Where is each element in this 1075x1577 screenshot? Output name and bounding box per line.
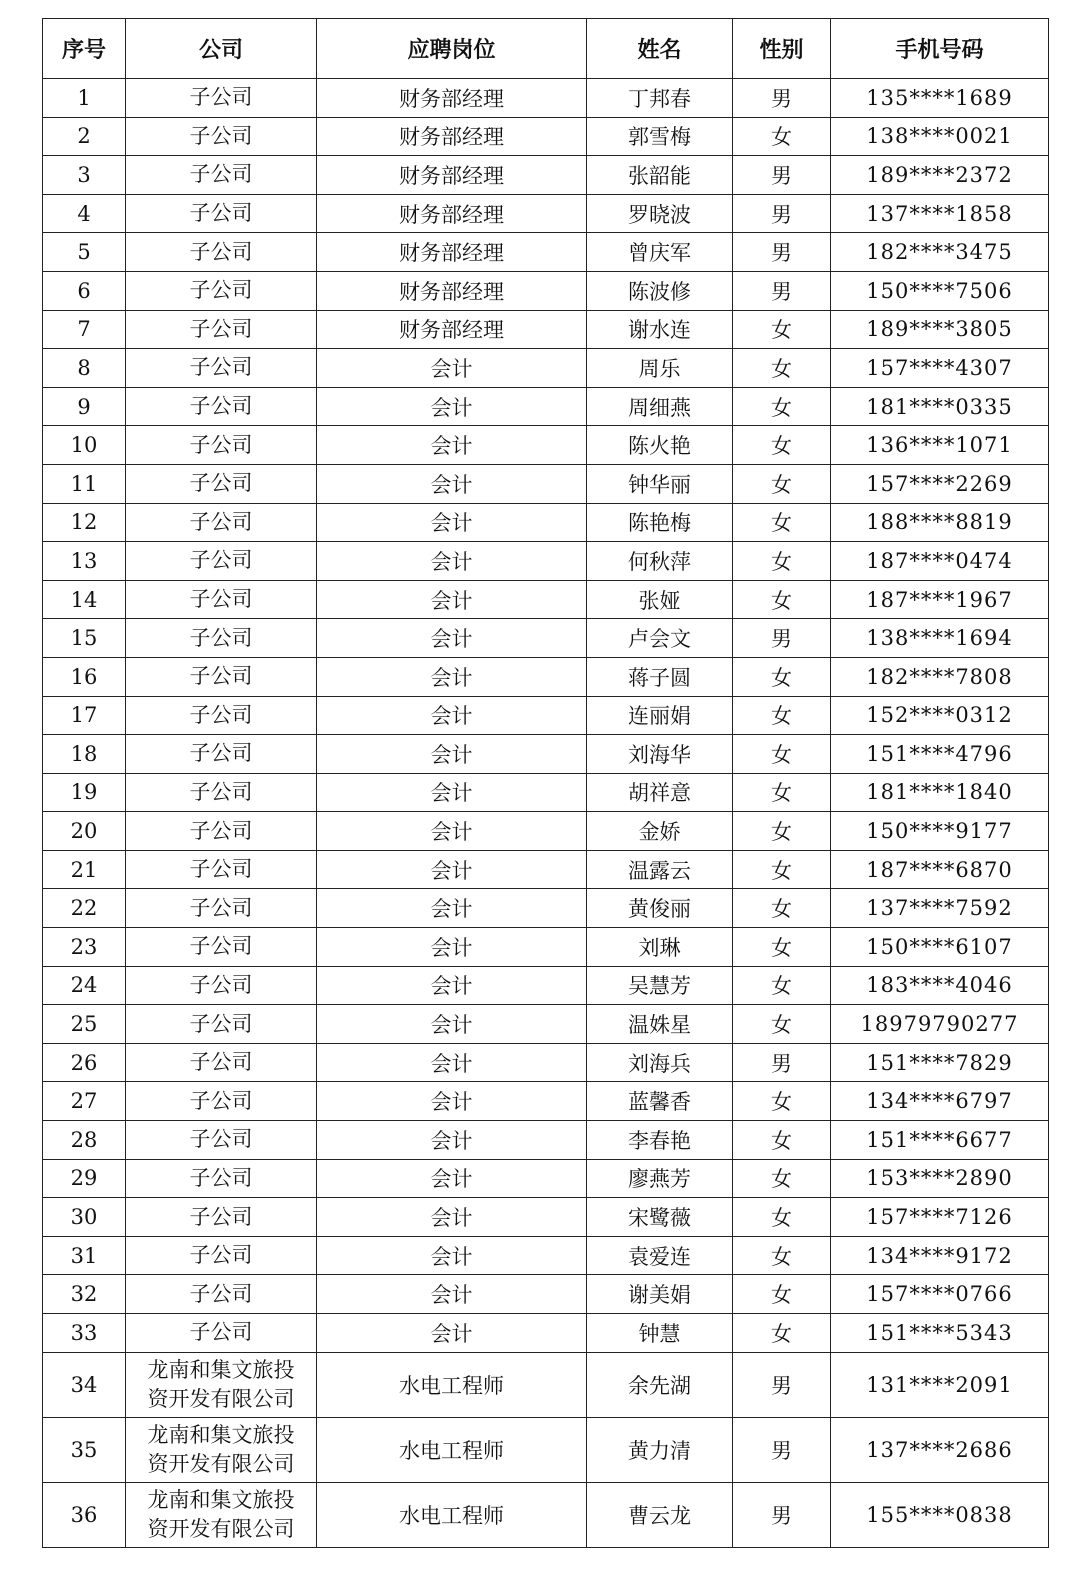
cell-index: 32 xyxy=(43,1275,126,1314)
cell-position: 会计 xyxy=(317,1275,587,1314)
cell-position: 会计 xyxy=(317,464,587,503)
header-company: 公司 xyxy=(126,19,317,79)
cell-phone: 137****2686 xyxy=(831,1417,1049,1482)
cell-name: 卢会文 xyxy=(587,619,733,658)
cell-company: 子公司 xyxy=(126,271,317,310)
cell-gender: 女 xyxy=(733,696,831,735)
cell-phone: 151****6677 xyxy=(831,1121,1049,1160)
cell-position: 水电工程师 xyxy=(317,1417,587,1482)
cell-name: 曾庆军 xyxy=(587,233,733,272)
table-row xyxy=(43,735,1049,774)
table-row xyxy=(43,194,1049,233)
cell-phone: 157****0766 xyxy=(831,1275,1049,1314)
cell-index: 33 xyxy=(43,1314,126,1353)
cell-gender: 男 xyxy=(733,194,831,233)
cell-company xyxy=(126,1352,317,1417)
cell-company: 子公司 xyxy=(126,619,317,658)
cell-index: 35 xyxy=(43,1417,126,1482)
header-phone: 手机号码 xyxy=(831,19,1049,79)
cell-index: 1 xyxy=(43,79,126,118)
table-row xyxy=(43,657,1049,696)
cell-gender: 女 xyxy=(733,542,831,581)
cell-index: 17 xyxy=(43,696,126,735)
cell-index: 18 xyxy=(43,735,126,774)
cell-position: 财务部经理 xyxy=(317,117,587,156)
cell-company: 子公司 xyxy=(126,1198,317,1237)
cell-phone: 157****4307 xyxy=(831,349,1049,388)
cell-company: 子公司 xyxy=(126,1159,317,1198)
cell-company: 子公司 xyxy=(126,1043,317,1082)
cell-name: 曹云龙 xyxy=(587,1482,733,1547)
cell-index: 10 xyxy=(43,426,126,465)
cell-name: 黄俊丽 xyxy=(587,889,733,928)
cell-position: 会计 xyxy=(317,735,587,774)
cell-position: 会计 xyxy=(317,426,587,465)
cell-company: 子公司 xyxy=(126,928,317,967)
cell-gender: 女 xyxy=(733,657,831,696)
cell-name: 何秋萍 xyxy=(587,542,733,581)
cell-name: 陈火艳 xyxy=(587,426,733,465)
cell-phone: 157****7126 xyxy=(831,1198,1049,1237)
table-header xyxy=(43,19,1049,79)
table-row xyxy=(43,426,1049,465)
cell-position: 会计 xyxy=(317,387,587,426)
cell-phone: 181****0335 xyxy=(831,387,1049,426)
table-row xyxy=(43,773,1049,812)
cell-name: 周细燕 xyxy=(587,387,733,426)
cell-index: 12 xyxy=(43,503,126,542)
cell-company: 子公司 xyxy=(126,349,317,388)
cell-position: 会计 xyxy=(317,349,587,388)
cell-gender: 男 xyxy=(733,1417,831,1482)
cell-gender: 男 xyxy=(733,1482,831,1547)
cell-name: 郭雪梅 xyxy=(587,117,733,156)
cell-phone: 182****7808 xyxy=(831,657,1049,696)
cell-gender: 女 xyxy=(733,1121,831,1160)
cell-name: 吴慧芳 xyxy=(587,966,733,1005)
cell-name: 蒋子圆 xyxy=(587,657,733,696)
cell-position: 水电工程师 xyxy=(317,1352,587,1417)
table-row xyxy=(43,387,1049,426)
table-row xyxy=(43,580,1049,619)
cell-phone: 152****0312 xyxy=(831,696,1049,735)
cell-gender: 女 xyxy=(733,580,831,619)
cell-name: 黄力清 xyxy=(587,1417,733,1482)
cell-name: 温露云 xyxy=(587,850,733,889)
header-row xyxy=(43,19,1049,79)
cell-position: 会计 xyxy=(317,696,587,735)
table-row xyxy=(43,233,1049,272)
cell-gender: 女 xyxy=(733,426,831,465)
cell-phone: 138****0021 xyxy=(831,117,1049,156)
cell-company: 子公司 xyxy=(126,464,317,503)
cell-name: 李春艳 xyxy=(587,1121,733,1160)
cell-phone: 157****2269 xyxy=(831,464,1049,503)
cell-index: 9 xyxy=(43,387,126,426)
cell-position: 会计 xyxy=(317,619,587,658)
cell-name: 刘琳 xyxy=(587,928,733,967)
cell-gender: 男 xyxy=(733,156,831,195)
cell-gender: 女 xyxy=(733,349,831,388)
cell-phone: 18979790277 xyxy=(831,1005,1049,1044)
cell-phone: 188****8819 xyxy=(831,503,1049,542)
cell-position: 财务部经理 xyxy=(317,194,587,233)
cell-company: 子公司 xyxy=(126,580,317,619)
table-row xyxy=(43,542,1049,581)
cell-name: 刘海华 xyxy=(587,735,733,774)
table-row xyxy=(43,812,1049,851)
table-row xyxy=(43,1352,1049,1417)
company-line: 龙南和集文旅投 xyxy=(147,1357,295,1382)
cell-gender: 女 xyxy=(733,812,831,851)
cell-company: 子公司 xyxy=(126,773,317,812)
cell-company: 子公司 xyxy=(126,194,317,233)
table-row xyxy=(43,1275,1049,1314)
cell-name: 罗晓波 xyxy=(587,194,733,233)
cell-position: 会计 xyxy=(317,1043,587,1082)
cell-name: 廖燕芳 xyxy=(587,1159,733,1198)
cell-index: 5 xyxy=(43,233,126,272)
cell-gender: 女 xyxy=(733,889,831,928)
cell-name: 袁爱连 xyxy=(587,1236,733,1275)
cell-gender: 女 xyxy=(733,1198,831,1237)
cell-position: 会计 xyxy=(317,1314,587,1353)
cell-name: 陈波修 xyxy=(587,271,733,310)
cell-company: 子公司 xyxy=(126,889,317,928)
cell-position: 会计 xyxy=(317,850,587,889)
cell-position: 会计 xyxy=(317,657,587,696)
cell-phone: 153****2890 xyxy=(831,1159,1049,1198)
cell-company: 子公司 xyxy=(126,966,317,1005)
cell-gender: 男 xyxy=(733,619,831,658)
cell-phone: 183****4046 xyxy=(831,966,1049,1005)
header-index: 序号 xyxy=(43,19,126,79)
cell-company xyxy=(126,1482,317,1547)
cell-position: 会计 xyxy=(317,1005,587,1044)
cell-name: 余先湖 xyxy=(587,1352,733,1417)
cell-company: 子公司 xyxy=(126,696,317,735)
cell-gender: 女 xyxy=(733,1236,831,1275)
cell-index: 8 xyxy=(43,349,126,388)
cell-company: 子公司 xyxy=(126,117,317,156)
cell-phone: 151****5343 xyxy=(831,1314,1049,1353)
table-row xyxy=(43,1043,1049,1082)
cell-position: 会计 xyxy=(317,542,587,581)
table-row xyxy=(43,1082,1049,1121)
cell-gender: 女 xyxy=(733,310,831,349)
cell-phone: 155****0838 xyxy=(831,1482,1049,1547)
cell-phone: 138****1694 xyxy=(831,619,1049,658)
cell-index: 13 xyxy=(43,542,126,581)
cell-company: 子公司 xyxy=(126,1121,317,1160)
cell-company: 子公司 xyxy=(126,233,317,272)
cell-company: 子公司 xyxy=(126,503,317,542)
header-position: 应聘岗位 xyxy=(317,19,587,79)
cell-company xyxy=(126,1417,317,1482)
table-row xyxy=(43,928,1049,967)
cell-company: 子公司 xyxy=(126,657,317,696)
cell-gender: 女 xyxy=(733,1314,831,1353)
cell-company: 子公司 xyxy=(126,542,317,581)
cell-name: 张娅 xyxy=(587,580,733,619)
cell-company: 子公司 xyxy=(126,387,317,426)
table-row xyxy=(43,1121,1049,1160)
applicant-roster-table xyxy=(42,18,1049,1548)
table-row xyxy=(43,271,1049,310)
cell-index: 24 xyxy=(43,966,126,1005)
cell-gender: 女 xyxy=(733,1005,831,1044)
cell-index: 28 xyxy=(43,1121,126,1160)
cell-position: 会计 xyxy=(317,889,587,928)
cell-gender: 女 xyxy=(733,735,831,774)
cell-phone: 151****4796 xyxy=(831,735,1049,774)
cell-phone: 182****3475 xyxy=(831,233,1049,272)
cell-name: 温姝星 xyxy=(587,1005,733,1044)
company-line: 资开发有限公司 xyxy=(147,1516,295,1541)
table-row xyxy=(43,696,1049,735)
cell-gender: 男 xyxy=(733,271,831,310)
cell-name: 金娇 xyxy=(587,812,733,851)
cell-position: 会计 xyxy=(317,773,587,812)
cell-name: 蓝馨香 xyxy=(587,1082,733,1121)
cell-name: 谢美娟 xyxy=(587,1275,733,1314)
cell-position: 财务部经理 xyxy=(317,79,587,118)
header-gender: 性别 xyxy=(733,19,831,79)
cell-gender: 女 xyxy=(733,850,831,889)
cell-index: 20 xyxy=(43,812,126,851)
cell-index: 22 xyxy=(43,889,126,928)
cell-index: 3 xyxy=(43,156,126,195)
table-row xyxy=(43,156,1049,195)
cell-index: 19 xyxy=(43,773,126,812)
cell-index: 21 xyxy=(43,850,126,889)
cell-gender: 男 xyxy=(733,233,831,272)
cell-name: 谢水连 xyxy=(587,310,733,349)
cell-name: 刘海兵 xyxy=(587,1043,733,1082)
cell-gender: 女 xyxy=(733,117,831,156)
cell-gender: 女 xyxy=(733,464,831,503)
cell-company: 子公司 xyxy=(126,79,317,118)
table-row xyxy=(43,1236,1049,1275)
cell-index: 23 xyxy=(43,928,126,967)
cell-gender: 女 xyxy=(733,928,831,967)
table-row xyxy=(43,349,1049,388)
cell-index: 7 xyxy=(43,310,126,349)
table-row xyxy=(43,1159,1049,1198)
table-row xyxy=(43,1417,1049,1482)
cell-phone: 189****3805 xyxy=(831,310,1049,349)
cell-name: 胡祥意 xyxy=(587,773,733,812)
cell-phone: 136****1071 xyxy=(831,426,1049,465)
cell-index: 25 xyxy=(43,1005,126,1044)
cell-gender: 女 xyxy=(733,1082,831,1121)
cell-gender: 男 xyxy=(733,1352,831,1417)
table-row xyxy=(43,310,1049,349)
company-line: 龙南和集文旅投 xyxy=(147,1487,295,1512)
table-row xyxy=(43,79,1049,118)
cell-index: 11 xyxy=(43,464,126,503)
cell-company: 子公司 xyxy=(126,1314,317,1353)
cell-index: 15 xyxy=(43,619,126,658)
cell-position: 会计 xyxy=(317,1159,587,1198)
cell-company: 子公司 xyxy=(126,850,317,889)
cell-gender: 女 xyxy=(733,1159,831,1198)
table-row xyxy=(43,1198,1049,1237)
table-row xyxy=(43,117,1049,156)
cell-position: 会计 xyxy=(317,966,587,1005)
cell-position: 会计 xyxy=(317,503,587,542)
cell-index: 29 xyxy=(43,1159,126,1198)
cell-index: 36 xyxy=(43,1482,126,1547)
cell-index: 34 xyxy=(43,1352,126,1417)
cell-company: 子公司 xyxy=(126,426,317,465)
cell-phone: 187****6870 xyxy=(831,850,1049,889)
table-row xyxy=(43,1314,1049,1353)
cell-index: 30 xyxy=(43,1198,126,1237)
cell-gender: 男 xyxy=(733,79,831,118)
table-row xyxy=(43,1482,1049,1547)
cell-gender: 男 xyxy=(733,1043,831,1082)
cell-position: 水电工程师 xyxy=(317,1482,587,1547)
cell-position: 会计 xyxy=(317,580,587,619)
table-row xyxy=(43,619,1049,658)
cell-phone: 187****0474 xyxy=(831,542,1049,581)
cell-gender: 女 xyxy=(733,503,831,542)
cell-name: 宋鹭薇 xyxy=(587,1198,733,1237)
table-row xyxy=(43,966,1049,1005)
cell-position: 财务部经理 xyxy=(317,271,587,310)
cell-position: 会计 xyxy=(317,1236,587,1275)
cell-gender: 女 xyxy=(733,1275,831,1314)
cell-index: 31 xyxy=(43,1236,126,1275)
table-row xyxy=(43,850,1049,889)
cell-phone: 131****2091 xyxy=(831,1352,1049,1417)
cell-company: 子公司 xyxy=(126,1082,317,1121)
cell-position: 财务部经理 xyxy=(317,233,587,272)
company-line: 资开发有限公司 xyxy=(147,1386,295,1411)
cell-gender: 女 xyxy=(733,387,831,426)
cell-name: 张韶能 xyxy=(587,156,733,195)
cell-phone: 137****1858 xyxy=(831,194,1049,233)
cell-name: 钟华丽 xyxy=(587,464,733,503)
cell-index: 4 xyxy=(43,194,126,233)
cell-index: 2 xyxy=(43,117,126,156)
cell-phone: 134****9172 xyxy=(831,1236,1049,1275)
cell-index: 14 xyxy=(43,580,126,619)
cell-phone: 137****7592 xyxy=(831,889,1049,928)
table-body xyxy=(43,79,1049,1548)
table-row xyxy=(43,503,1049,542)
company-line: 资开发有限公司 xyxy=(147,1451,295,1476)
cell-position: 会计 xyxy=(317,1121,587,1160)
cell-gender: 女 xyxy=(733,966,831,1005)
cell-company: 子公司 xyxy=(126,1275,317,1314)
cell-phone: 134****6797 xyxy=(831,1082,1049,1121)
cell-phone: 135****1689 xyxy=(831,79,1049,118)
cell-position: 财务部经理 xyxy=(317,310,587,349)
cell-phone: 181****1840 xyxy=(831,773,1049,812)
cell-phone: 150****9177 xyxy=(831,812,1049,851)
cell-company: 子公司 xyxy=(126,735,317,774)
cell-company: 子公司 xyxy=(126,1005,317,1044)
header-name: 姓名 xyxy=(587,19,733,79)
cell-index: 26 xyxy=(43,1043,126,1082)
cell-phone: 150****7506 xyxy=(831,271,1049,310)
cell-index: 6 xyxy=(43,271,126,310)
cell-position: 会计 xyxy=(317,1082,587,1121)
table-row xyxy=(43,889,1049,928)
cell-company: 子公司 xyxy=(126,156,317,195)
cell-index: 27 xyxy=(43,1082,126,1121)
table-row xyxy=(43,464,1049,503)
cell-position: 会计 xyxy=(317,812,587,851)
cell-position: 财务部经理 xyxy=(317,156,587,195)
cell-name: 丁邦春 xyxy=(587,79,733,118)
cell-name: 钟慧 xyxy=(587,1314,733,1353)
cell-position: 会计 xyxy=(317,928,587,967)
cell-company: 子公司 xyxy=(126,1236,317,1275)
cell-name: 陈艳梅 xyxy=(587,503,733,542)
cell-phone: 187****1967 xyxy=(831,580,1049,619)
cell-index: 16 xyxy=(43,657,126,696)
cell-phone: 150****6107 xyxy=(831,928,1049,967)
company-line: 龙南和集文旅投 xyxy=(147,1422,295,1447)
cell-name: 连丽娟 xyxy=(587,696,733,735)
table-row xyxy=(43,1005,1049,1044)
cell-position: 会计 xyxy=(317,1198,587,1237)
cell-phone: 189****2372 xyxy=(831,156,1049,195)
cell-company: 子公司 xyxy=(126,812,317,851)
cell-phone: 151****7829 xyxy=(831,1043,1049,1082)
cell-company: 子公司 xyxy=(126,310,317,349)
cell-name: 周乐 xyxy=(587,349,733,388)
cell-gender: 女 xyxy=(733,773,831,812)
